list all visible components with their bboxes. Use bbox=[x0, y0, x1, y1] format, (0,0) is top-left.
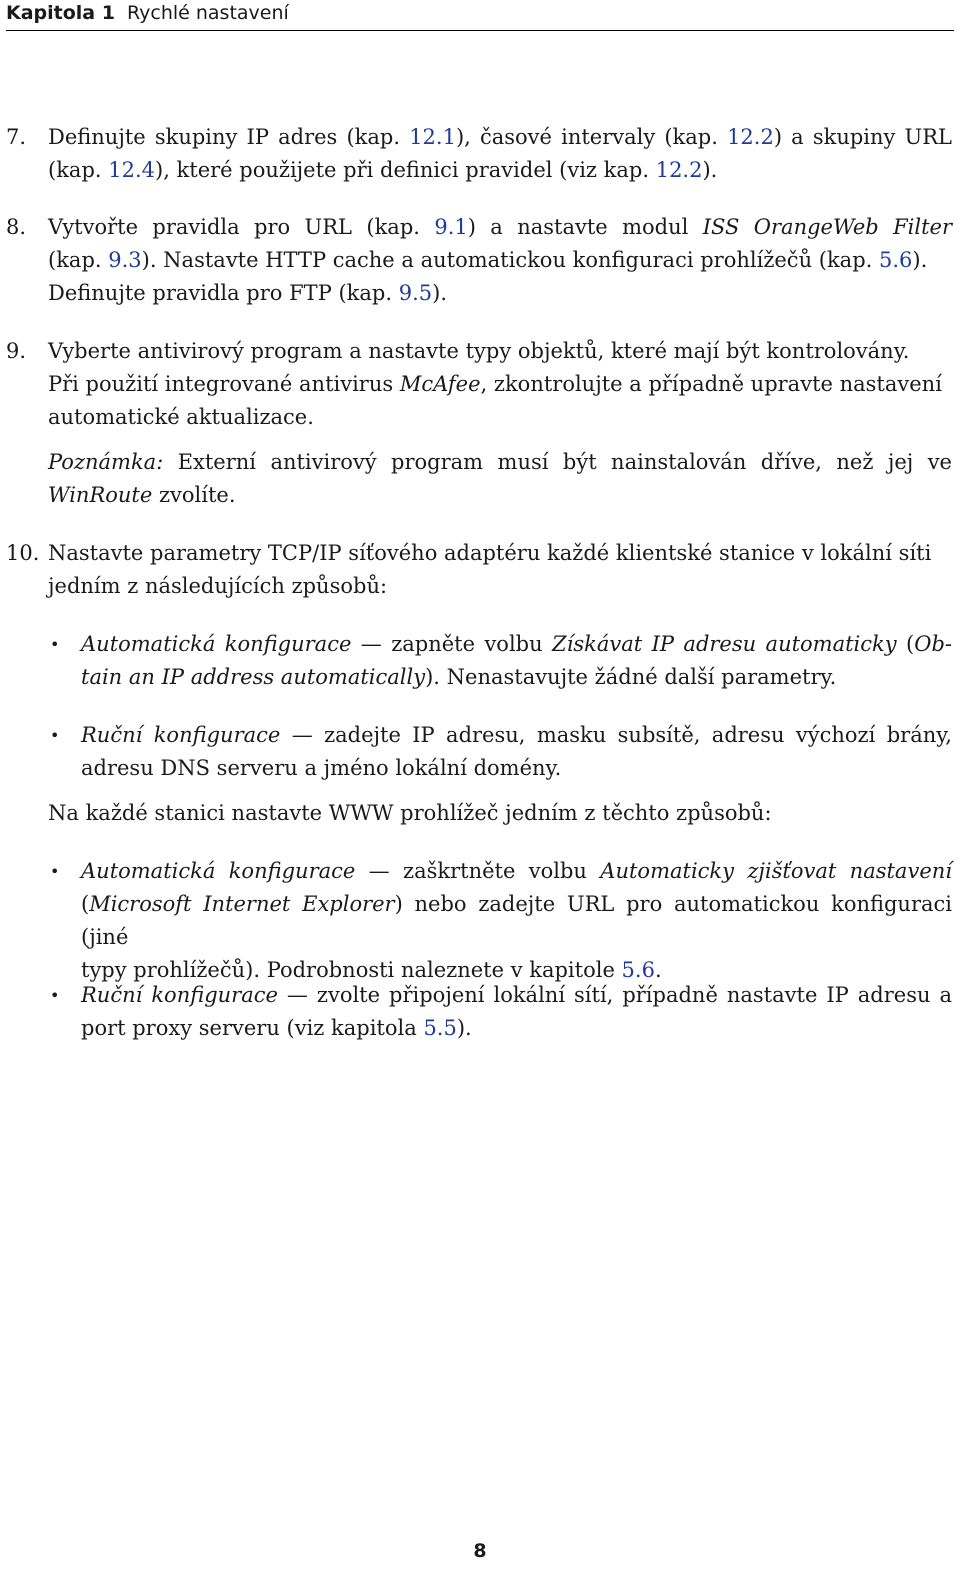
item-9 bbox=[48, 335, 952, 434]
bullet-line-2: (Microsoft Internet Explorer) nebo zadejte URL pro automatickou konfiguraci (jiné bbox=[81, 892, 952, 949]
chapter-title: Rychlé nastavení bbox=[126, 2, 289, 24]
item-8 bbox=[48, 211, 952, 310]
browser-intro: Na každé stanici nastavte WWW prohlížeč jedním z těchto způsobů: bbox=[48, 801, 772, 825]
ref-link[interactable]: 5.6 bbox=[621, 958, 655, 982]
item-10-line-1: Nastavte parametry TCP/IP síťového adaptéru každé klientské stanice v lokální síti bbox=[48, 541, 932, 565]
ref-link[interactable]: 5.5 bbox=[423, 1016, 457, 1040]
page-number: 8 bbox=[473, 1540, 487, 1562]
bullet-line-3: typy prohlížečů). Podrobnosti naleznete v kapitole 5.6. bbox=[81, 958, 662, 982]
item-9-note bbox=[48, 446, 952, 512]
bullet-icon: • bbox=[50, 726, 60, 745]
bullet-line-1: Ruční konfigurace — zvolte připojení lokální sítí, případně nastavte IP adresu a bbox=[81, 983, 952, 1007]
note-line-2: WinRoute zvolíte. bbox=[48, 483, 236, 507]
bullet-icon: • bbox=[50, 986, 60, 1005]
item-9-line-3: automatické aktualizace. bbox=[48, 405, 314, 429]
item-10-marker: 10. bbox=[6, 541, 40, 565]
bullet-manual-config-browser bbox=[81, 979, 952, 1045]
ref-link[interactable]: 9.5 bbox=[398, 281, 433, 305]
ref-link[interactable]: 12.2 bbox=[655, 158, 703, 182]
bullet-line-2: adresu DNS serveru a jméno lokální domény. bbox=[81, 756, 562, 780]
bullet-line-1: Automatická konfigurace — zapněte volbu Získávat IP adresu automaticky (Ob- bbox=[81, 632, 952, 656]
item-7 bbox=[48, 121, 952, 187]
item-8-marker: 8. bbox=[6, 215, 27, 239]
bullet-line-1: Ruční konfigurace — zadejte IP adresu, masku subsítě, adresu výchozí brány, bbox=[81, 723, 952, 747]
item-10 bbox=[48, 537, 952, 603]
ref-link[interactable]: 12.1 bbox=[409, 125, 456, 149]
item-8-line-2: (kap. 9.3). Nastavte HTTP cache a automatickou konfiguraci prohlížečů (kap. 5.6). bbox=[48, 248, 928, 272]
bullet-manual-config-ip bbox=[81, 719, 952, 785]
ref-link[interactable]: 12.4 bbox=[108, 158, 155, 182]
item-9-marker: 9. bbox=[6, 339, 27, 363]
bullet-line-2: tain an IP address automatically). Nenastavujte žádné další parametry. bbox=[81, 665, 837, 689]
note-line-1: Poznámka: Externí antivirový program musí být nainstalován dříve, než jej ve bbox=[48, 450, 952, 474]
bullet-icon: • bbox=[50, 635, 60, 654]
bullet-auto-config-browser bbox=[81, 855, 952, 987]
product-name: WinRoute bbox=[48, 483, 153, 507]
item-9-line-2: Při použití integrované antivirus McAfee, zkontrolujte a případně upravte nastavení bbox=[48, 372, 942, 396]
ref-link[interactable]: 9.1 bbox=[434, 215, 468, 239]
item-8-line-3: Definujte pravidla pro FTP (kap. 9.5). bbox=[48, 281, 448, 305]
bullet-line-2: port proxy serveru (viz kapitola 5.5). bbox=[81, 1016, 472, 1040]
product-name: McAfee bbox=[399, 372, 481, 396]
note-label: Poznámka: bbox=[48, 450, 164, 474]
product-name: ISS OrangeWeb Filter bbox=[702, 215, 952, 239]
ref-link[interactable]: 9.3 bbox=[108, 248, 142, 272]
ref-link[interactable]: 5.6 bbox=[879, 248, 913, 272]
bullet-line-1: Automatická konfigurace — zaškrtněte volbu Automaticky zjišťovat nastavení bbox=[81, 859, 952, 883]
item-7-line-2: (kap. 12.4), které použijete při definici pravidel (viz kap. 12.2). bbox=[48, 158, 718, 182]
running-header bbox=[6, 0, 954, 31]
item-7-line-1: Definujte skupiny IP adres (kap. 12.1), časové intervaly (kap. 12.2) a skupiny URL bbox=[48, 125, 952, 149]
item-10-line-2: jedním z následujících způsobů: bbox=[48, 574, 388, 598]
item-9-line-1: Vyberte antivirový program a nastavte typy objektů, které mají být kontrolovány. bbox=[48, 339, 910, 363]
item-8-line-1: Vytvořte pravidla pro URL (kap. 9.1) a nastavte modul ISS OrangeWeb Filter bbox=[48, 215, 952, 239]
bullet-icon: • bbox=[50, 862, 60, 881]
item-7-marker: 7. bbox=[6, 125, 27, 149]
bullet-auto-config-ip bbox=[81, 628, 952, 694]
chapter-number: Kapitola 1 bbox=[6, 2, 115, 24]
ref-link[interactable]: 12.2 bbox=[727, 125, 774, 149]
